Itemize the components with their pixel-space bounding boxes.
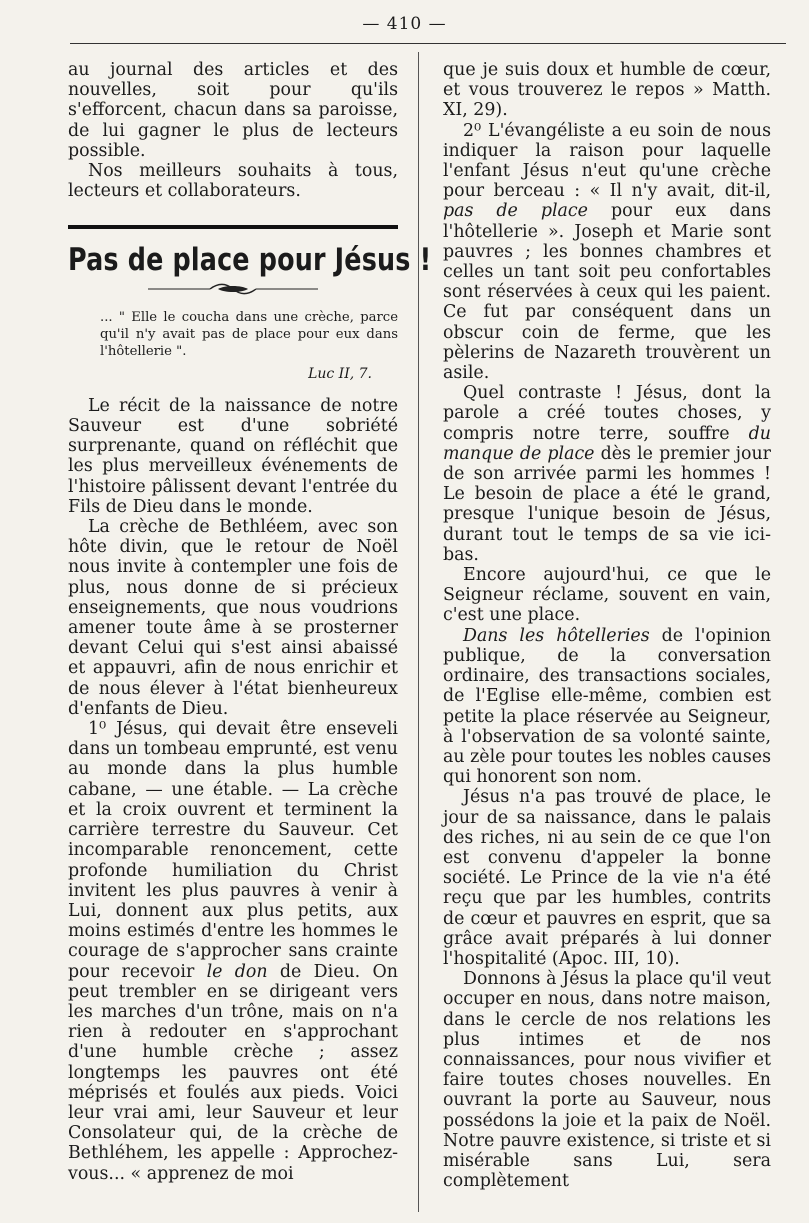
- ornament-divider: [148, 283, 318, 295]
- body-paragraph: Jésus n'a pas trouvé de place, le jour de sa naissance, dans le palais des riches, ni au sein de ce que l'on est convenu d'appeler la bonne société. Le Prince de la vie n'a été reçu que par les humbles, contrits de cœur et pauvres en esprit, que sa grâce avait préparés à lui donner l'hospitalité (Apoc. III, 10).: [443, 787, 771, 969]
- column-divider: [418, 52, 419, 1212]
- body-paragraph: Dans les hôtelleries de l'opinion publique, de la conversation ordinaire, des transactions sociales, de l'Eglise elle-même, combien est petite la place réservée au Seigneur, à l'observation de sa volonté sainte, au zèle pour toutes les nobles causes qui honorent son nom.: [443, 625, 771, 788]
- section-rule: [68, 225, 398, 229]
- point-two-paragraph: 2⁰ L'évangéliste a eu soin de nous indiquer la raison pour laquelle l'enfant Jésus n'eut qu'une crèche pour berceau : « Il n'y avait, dit-il, pas de place pour eux dans l'hôtellerie ». Joseph et Marie sont pauvres ; les bonnes chambres et celles un tant soit peu confortables sont réservées à ceux qui les paient. Ce fut par conséquent dans un obscur coin de ferme, que les pèlerins de Nazareth trouvèrent un asile.: [443, 120, 771, 384]
- body-paragraph: Donnons à Jésus la place qu'il veut occuper en nous, dans notre maison, dans le cercle de nos relations les plus intimes et de nos connaissances, pour nous vivifier et faire toutes choses nouvelles. En ouvrant la porte au Sauveur, nous possédons la joie et la paix de Noël. Notre pauvre existence, si triste et si misérable sans Lui, sera complètement: [443, 969, 771, 1192]
- body-paragraph: Quel contraste ! Jésus, dont la parole a créé toutes choses, y compris notre terre, souffre du manque de place dès le premier jour de son arrivée parmi les hommes ! Le besoin de place a été le grand, presque l'unique besoin de Jésus, durant tout le temps de sa vie ici-bas.: [443, 383, 771, 565]
- left-column: [68, 60, 432, 1184]
- epigraph-reference: Luc II, 7.: [308, 365, 372, 382]
- epigraph-quote: ... " Elle le coucha dans une crèche, parce qu'il n'y avait pas de place pour eux dans l'hôtellerie ".: [100, 309, 398, 359]
- intro-paragraph: au journal des articles et des nouvelles, soit pour qu'ils s'efforcent, chacun dans sa paroisse, de lui gagner le plus de lecteurs possible.: [68, 60, 398, 161]
- right-column: [443, 60, 771, 1191]
- body-paragraph: Le récit de la naissance de notre Sauveur est d'une sobriété surprenante, quand on réfléchit que les plus merveilleux événements de l'histoire pâlissent devant l'entrée du Fils de Dieu dans le monde.: [68, 395, 398, 517]
- point-one-paragraph: 1⁰ Jésus, qui devait être enseveli dans un tombeau emprunté, est venu au monde dans la plus humble cabane, — une étable. — La crèche et la croix ouvrent et terminent la carrière terrestre du Sauveur. Cet incomparable renoncement, cette profonde humiliation du Christ invitent les plus pauvres à venir à Lui, donnent aux plus petits, aux moins estimés d'entre les hommes le courage de s'approcher sans crainte pour recevoir le don de Dieu. On peut trembler en se dirigeant vers les marches d'un trône, mais on n'a rien à redouter en s'approchant d'une humble crèche ; assez longtemps les pauvres ont été méprisés et foulés aux pieds. Voici leur vrai ami, leur Sauveur et leur Consolateur qui, de la crèche de Bethléhem, les appelle : Approchez-vous... « apprenez de moi: [68, 719, 398, 1184]
- article-headline: Pas de place pour Jésus !: [68, 242, 432, 279]
- body-paragraph: La crèche de Bethléem, avec son hôte divin, que le retour de Noël nous invite à contempler une fois de plus, nous donne de si précieux enseignements, que nous voudrions amener toute âme à se prosterner devant Celui qui s'est ainsi abaissé et appauvri, afin de nous enrichir et de nous élever à l'état bienheureux d'enfants de Dieu.: [68, 517, 398, 719]
- page-number: — 410 —: [362, 14, 447, 34]
- body-paragraph: Encore aujourd'hui, ce que le Seigneur réclame, souvent en vain, c'est une place.: [443, 565, 771, 626]
- header-rule: [70, 43, 786, 44]
- continuation-paragraph: que je suis doux et humble de cœur, et vous trouverez le repos » Matth. XI, 29).: [443, 60, 771, 121]
- closing-wishes: Nos meilleurs souhaits à tous, lecteurs et collaborateurs.: [68, 161, 398, 202]
